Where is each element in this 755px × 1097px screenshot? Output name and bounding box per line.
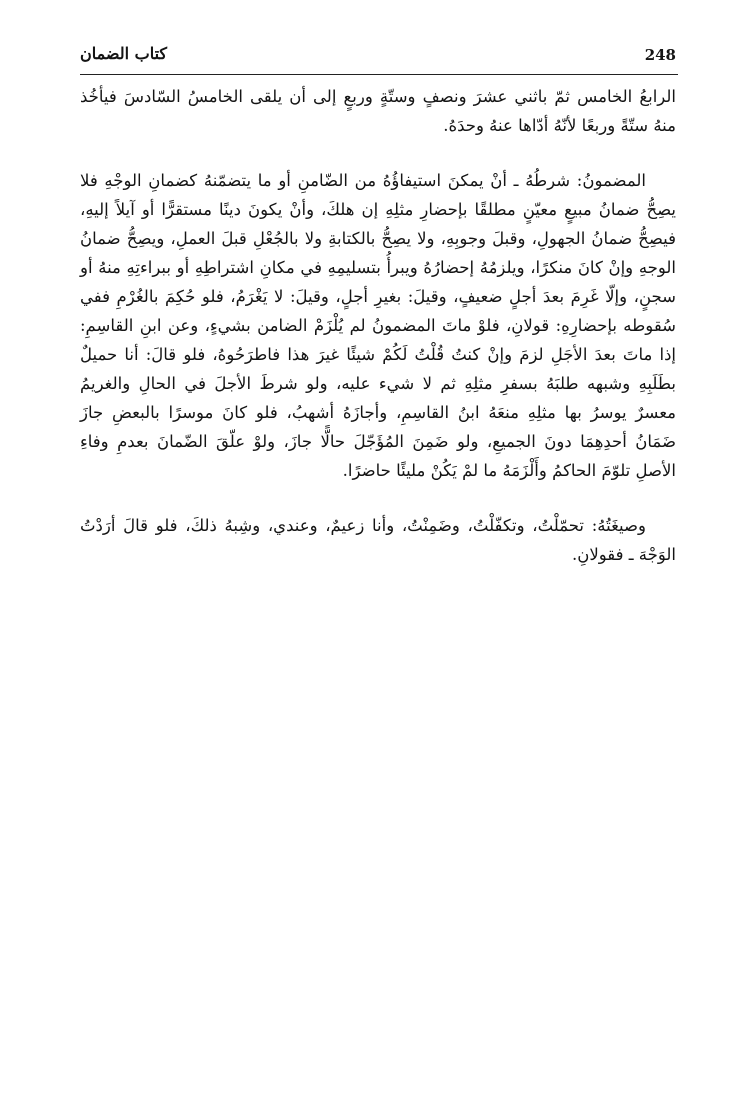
paragraph-sigha: وصيغَتُهُ: تحمّلْتُ، وتكفّلْتُ، وضَمِنْتُ، وأنا زعيمٌ، وعندي، وشِبهُ ذلكَ، فلو قالَ أرَدْتُ الوَجْهَ ـ فقولانِ. xyxy=(80,516,676,564)
paragraph-madmun: المضمونُ: شرطُهُ ـ أنْ يمكنَ استيفاؤُهُ من الضّامنِ أو ما يتضمّنهُ كضمانِ الوجْهِ فلا يصِحُّ ضمانُ مبيعٍ معيّنٍ مطلقًا بإحضارِ مثلِهِ إن هلكَ، وأنْ يكونَ دينًا مستقرًّا أو آيلاً إليهِ، فيصِحُّ ضمانُ الجهولِ، وقبلَ وجوبِهِ، ولا يصِحُّ بالكتابةِ ولا بالجُعْلِ قبلَ العملِ، ويصِحُّ ضمانُ الوجهِ وإنْ كانَ منكرًا، ويلزمُهُ إحضارُهُ ويبرأُ بتسليمِهِ في مكانِ اشتراطِهِ أو ببراءتِهِ منهُ أو سجنٍ، وإلّا غَرِمَ بعدَ أجلٍ ضعيفٍ، وقيلَ: بغيرِ أجلٍ، وقيلَ: لا يَغْرَمُ، فلو حُكِمَ بالغُرْمِ ففي سُقوطه بإحضارِهِ: قولانِ، فلوْ ماتَ المضمونُ لم يُلْزَمْ الضامن بشيءٍ، وعن ابنِ القاسِمِ: إذا ماتَ بعدَ الأجَلِ لزمَ وإنْ كنتُ قُلْتُ لَكُمْ شيئًا غيرَ هذا فاطرَحُوهُ، فلو قالَ: أنا حميلٌ بطَلَبِهِ وشبهه طلبَهُ بسفرِ مثلِهِ ثم لا شيء عليه، ولو شرطَ الأجلَ في الحالِ والغريمُ معسرٌ يوسرُ بها مثلِهِ منعَهُ ابنُ القاسِمِ، وأجازَهُ أشهبُ، فلو كانَ موسرًا بالبعضِ جازَ ضَمَانُ أحدِهِمَا دونَ الجميعِ، ولو ضَمِنَ المُؤَجّلَ حالًّا جازَ، ولوْ علّقَ الضّمانَ بعدمِ وفاءِ الأصلِ تلوّمَ الحاكمُ وأَلْزَمَهُ ما لمْ يَكُنْ مليئًا حاضرًا. xyxy=(80,171,676,480)
page-header xyxy=(80,44,676,72)
paragraph-continuation: الرابعُ الخامس ثمّ باثني عشرَ ونصفٍ وستّةٍ وربعٍ إلى أن يلقى الخامسُ السّادسَ فيأخُذ منهُ ستّةً وربعًا لأنّهُ أدّاها عنهُ وحدَهُ. xyxy=(80,87,676,135)
running-title: كتاب الضمان xyxy=(80,44,168,63)
page-number: 248 xyxy=(644,46,676,64)
header-divider xyxy=(80,74,678,75)
main-text xyxy=(80,82,676,595)
